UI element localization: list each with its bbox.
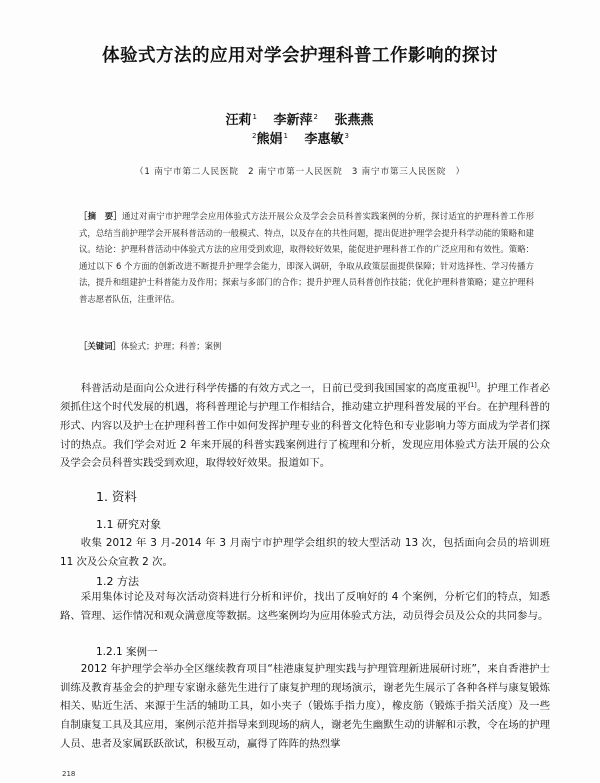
paragraph: 采用集体讨论及对每次活动资料进行分析和评价，找出了反响好的 4 个案例，分析它们的特点，知悉路、管理、运作情况和观众满意度等数据。这些案例均为应用体验式方法，动员得会员及公众的共同参与。: [60, 591, 550, 622]
subsubsection-heading: 1.2.1 案例一: [96, 646, 158, 658]
authors-line-1: [0, 109, 600, 128]
affiliations: （1 南宁市第二人民医院 2 南宁市第一人民医院 3 南宁市第三人民医院 ）: [135, 167, 465, 177]
authors-line-2: [0, 128, 600, 147]
author: 李新萍$^2$: [273, 112, 318, 128]
subsection-heading: 1.2 方法: [96, 575, 139, 588]
keywords: [79, 340, 534, 352]
subsection-heading: 1.1 研究对象: [96, 518, 161, 531]
author: 汪莉$^1$: [225, 112, 257, 128]
abstract: [79, 208, 534, 308]
author: 李惠敏$^3$: [304, 131, 349, 147]
keywords-label: ［关键词］: [79, 341, 121, 351]
paragraph: 收集 2012 年 3 月-2014 年 3 月南宁市护理学会组织的较大型活动 13 次，包括面向会员的培训班 11 次及公众宣教 2 次。: [60, 537, 550, 568]
author: $^2$熊娟$^1$: [252, 131, 288, 147]
abstract-label: ［摘 要］: [79, 211, 122, 221]
section-heading: 1. 资料: [96, 489, 137, 504]
author: 张燕燕: [334, 113, 374, 128]
intro-paragraph: 科普活动是面向公众进行科学传播的有效方式之一，日前已受到我国国家的高度重视[1]。护理工作者必须抓住这个时代发展的机遇，将科普理论与护理工作相结合，推动建立护理科普发展的平台。在护理科普的形式、内容以及护士在护理科普工作中如何发挥护理专业的科普文化特色和专业影响力等方面成为学者们探讨的热点。我们学会对近 2 年来开展的科普实践案例进行了梳理和分析，发现应用体验式方法开展的公众及学会会员科普实践受到欢迎，取得较好效果。报道如下。: [60, 382, 550, 470]
paper-title: 体验式方法的应用对学会护理科普工作影响的探讨: [102, 46, 498, 66]
citation-ref: [1]: [468, 382, 477, 389]
keywords-text: 体验式；护理；科普；案例: [120, 341, 222, 351]
paragraph: 2012 年护理学会举办全区继续教育项目“桂港康复护理实践与护理管理新进展研讨班”，来自香港护士训练及教育基金会的护理专家谢永慈先生进行了康复护理的现场演示，谢老先生展示了各种各样与康复锻炼相关、贴近生活、来源于生活的辅助工具，如小夹子（锻炼手指力度），橡皮筋（锻炼手指关活度）及一些自制康复工具及其应用，案例示范并指导来到现场的病人，谢老先生幽默生动的讲解和示教，令在场的护理人员、患者及家属跃跃欲试，积极互动，赢得了阵阵的热烈掌: [60, 663, 550, 750]
page-number: 218: [62, 770, 76, 778]
abstract-text: 通过对南宁市护理学会应用体验式方法开展公众及学会会员科普实践案例的分析，探讨适宜的护理科普工作形式，总结当前护理学会开展科普活动的一般模式、特点，以及存在的共性问题，提出促进护理学会提升科学动能的策略和建议。结论：护理科普活动中体验式方法的应用受到欢迎，取得较好效果，能促进护理科普工作的广泛应用和有效性。策略：通过以下 6 个方面的创新改进不断提升护理学会能力，即深入调研，争取从政策层面提供保障；针对选择性、学习传播方法，提升和组建护士科普能力及作用；探索与多部门的合作；提升护理人员科普创作技能；优化护理科普策略；建立护理科普志愿者队伍，注重评估。: [79, 211, 535, 304]
